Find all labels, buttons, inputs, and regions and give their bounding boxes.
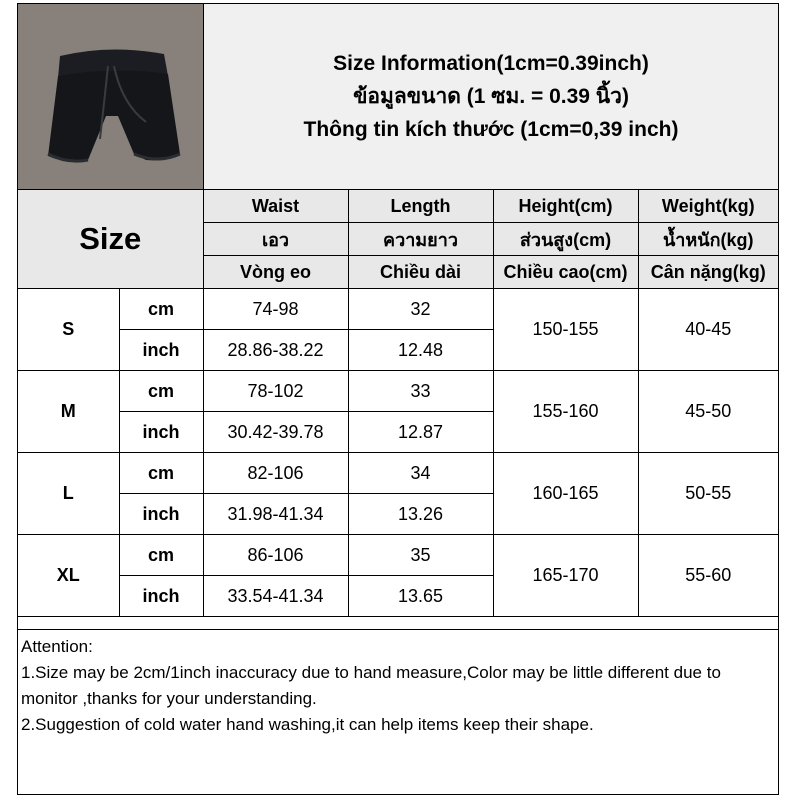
header-weight-en: Weight(kg) <box>638 190 778 223</box>
title-line-th: ข้อมูลขนาด (1 ซม. = 0.39 นิ้ว) <box>353 84 629 108</box>
unit-label: cm <box>119 535 203 576</box>
waist-value: 30.42-39.78 <box>203 412 348 453</box>
header-height-en: Height(cm) <box>493 190 638 223</box>
waist-value: 33.54-41.34 <box>203 576 348 617</box>
waist-value: 82-106 <box>203 453 348 494</box>
header-weight-vi: Cân nặng(kg) <box>638 256 778 289</box>
size-header: Size <box>18 190 203 289</box>
length-value: 12.87 <box>348 412 493 453</box>
size-label: L <box>18 453 119 535</box>
header-length-vi: Chiều dài <box>348 256 493 289</box>
height-value: 155-160 <box>493 371 638 453</box>
header-weight-th: น้ำหนัก(kg) <box>638 223 778 256</box>
length-value: 33 <box>348 371 493 412</box>
unit-label: cm <box>119 453 203 494</box>
length-value: 12.48 <box>348 330 493 371</box>
unit-label: inch <box>119 494 203 535</box>
weight-value: 55-60 <box>638 535 778 617</box>
length-value: 35 <box>348 535 493 576</box>
header-height-vi: Chiều cao(cm) <box>493 256 638 289</box>
height-value: 160-165 <box>493 453 638 535</box>
header-waist-en: Waist <box>203 190 348 223</box>
unit-label: inch <box>119 576 203 617</box>
attention-notes <box>18 629 778 794</box>
header-waist-vi: Vòng eo <box>203 256 348 289</box>
shorts-illustration <box>18 4 203 189</box>
length-value: 34 <box>348 453 493 494</box>
size-info-header <box>204 4 778 190</box>
waist-value: 86-106 <box>203 535 348 576</box>
note-item: 1.Size may be 2cm/1inch inaccuracy due to hand measure,Color may be little different due to monitor ,thanks for your understanding. <box>21 663 721 708</box>
weight-value: 40-45 <box>638 289 778 371</box>
waist-value: 28.86-38.22 <box>203 330 348 371</box>
waist-value: 78-102 <box>203 371 348 412</box>
notes-heading: Attention: <box>21 637 93 656</box>
table-row <box>18 289 778 330</box>
header-length-en: Length <box>348 190 493 223</box>
note-item: 2.Suggestion of cold water hand washing,it can help items keep their shape. <box>21 715 594 734</box>
unit-label: cm <box>119 289 203 330</box>
size-label: XL <box>18 535 119 617</box>
waist-value: 74-98 <box>203 289 348 330</box>
size-chart-sheet <box>17 3 779 795</box>
unit-label: inch <box>119 412 203 453</box>
size-label: M <box>18 371 119 453</box>
unit-label: inch <box>119 330 203 371</box>
length-value: 13.26 <box>348 494 493 535</box>
weight-value: 50-55 <box>638 453 778 535</box>
title-line-vi: Thông tin kích thước (1cm=0,39 inch) <box>303 117 679 141</box>
height-value: 165-170 <box>493 535 638 617</box>
size-label: S <box>18 289 119 371</box>
table-row <box>18 453 778 494</box>
size-table <box>18 190 778 617</box>
title-line-en: Size Information(1cm=0.39inch) <box>333 51 649 75</box>
table-row <box>18 535 778 576</box>
header-length-th: ความยาว <box>348 223 493 256</box>
unit-label: cm <box>119 371 203 412</box>
length-value: 13.65 <box>348 576 493 617</box>
product-photo <box>18 4 204 190</box>
header-waist-th: เอว <box>203 223 348 256</box>
table-row <box>18 371 778 412</box>
weight-value: 45-50 <box>638 371 778 453</box>
length-value: 32 <box>348 289 493 330</box>
waist-value: 31.98-41.34 <box>203 494 348 535</box>
height-value: 150-155 <box>493 289 638 371</box>
header-height-th: ส่วนสูง(cm) <box>493 223 638 256</box>
